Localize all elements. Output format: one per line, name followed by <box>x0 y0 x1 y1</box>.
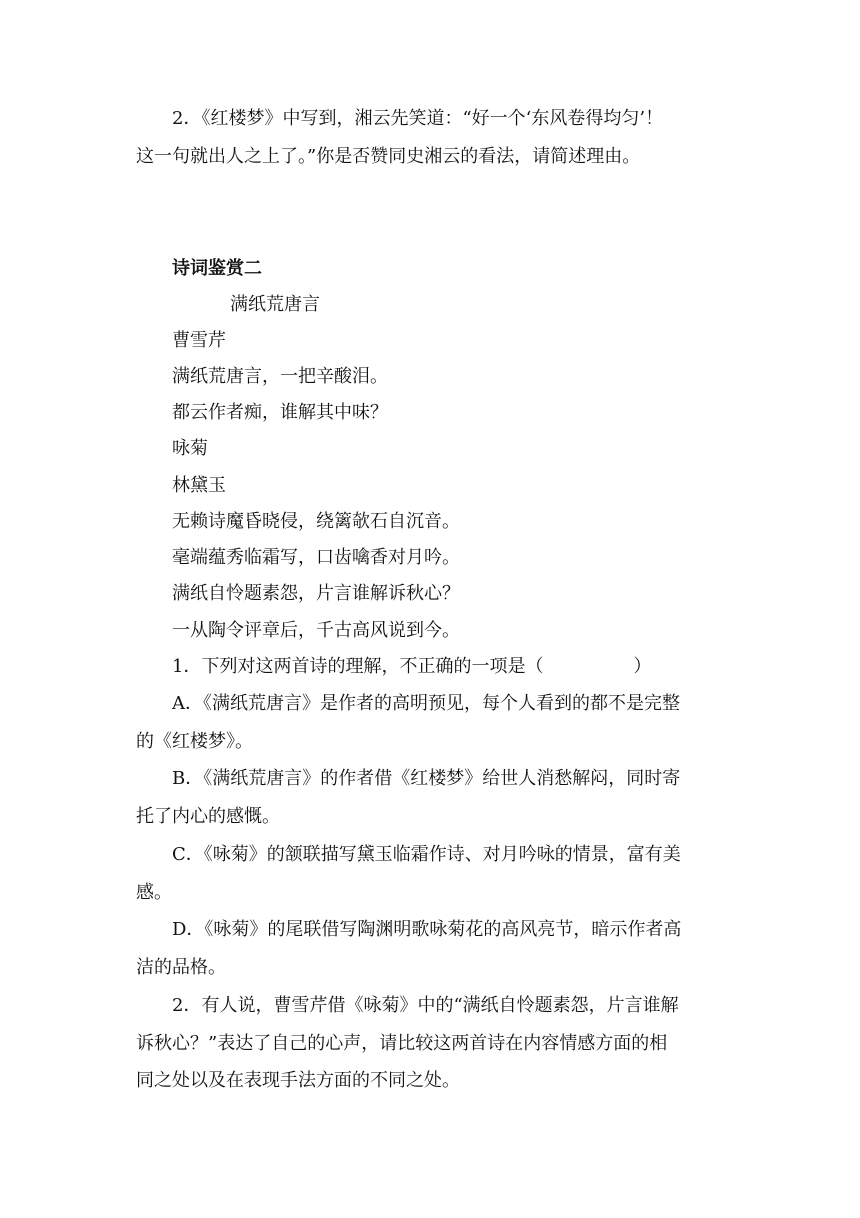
poem1-line-1: 满纸荒唐言，一把辛酸泪。 <box>172 366 388 387</box>
poem1-author: 曹雪芹 <box>172 330 226 351</box>
prev-question-2-line-1: 2．《红楼梦》中写到，湘云先笑道：“好一个‘东风卷得均匀’！ <box>172 108 664 129</box>
option-c-line-2: 感。 <box>136 882 172 903</box>
option-d-line-2: 洁的品格。 <box>136 957 226 978</box>
option-a-line-1: A．《满纸荒唐言》是作者的高明预见，每个人看到的都不是完整 <box>172 693 680 714</box>
option-a-line-2: 的《红楼梦》。 <box>136 731 253 752</box>
poem1-title: 满纸荒唐言 <box>230 294 320 315</box>
poem2-author: 林黛玉 <box>172 475 226 496</box>
poem1-line-2: 都云作者痴，谁解其中味？ <box>172 402 388 423</box>
option-d-line-1: D．《咏菊》的尾联借写陶渊明歌咏菊花的高风亮节，暗示作者高 <box>172 919 682 940</box>
poem2-line-2: 毫端蕴秀临霜写，口齿噙香对月吟。 <box>172 547 460 568</box>
option-b-line-2: 托了内心的感慨。 <box>136 806 280 827</box>
question2-line-3: 同之处以及在表现手法方面的不同之处。 <box>136 1070 460 1091</box>
poem2-line-1: 无赖诗魔昏晓侵，绕篱欹石自沉音。 <box>172 511 460 532</box>
poem2-line-3: 满纸自怜题素怨，片言谁解诉秋心？ <box>172 583 460 604</box>
prev-question-2-line-2: 这一句就出人之上了。”你是否赞同史湘云的看法，请简述理由。 <box>136 146 641 167</box>
poem2-line-4: 一从陶令评章后，千古高风说到今。 <box>172 620 460 641</box>
section-title: 诗词鉴赏二 <box>172 258 262 279</box>
poem2-title: 咏菊 <box>172 438 208 459</box>
option-c-line-1: C．《咏菊》的颔联描写黛玉临霜作诗、对月吟咏的情景，富有美 <box>172 844 681 865</box>
option-b-line-1: B．《满纸荒唐言》的作者借《红楼梦》给世人消愁解闷，同时寄 <box>172 768 681 789</box>
question1-stem: 1．下列对这两首诗的理解，不正确的一项是（ ） <box>172 656 652 677</box>
question2-line-2: 诉秋心？”表达了自己的心声，请比较这两首诗在内容情感方面的相 <box>136 1033 668 1054</box>
question2-line-1: 2．有人说，曹雪芹借《咏菊》中的“满纸自怜题素怨，片言谁解 <box>172 995 679 1016</box>
